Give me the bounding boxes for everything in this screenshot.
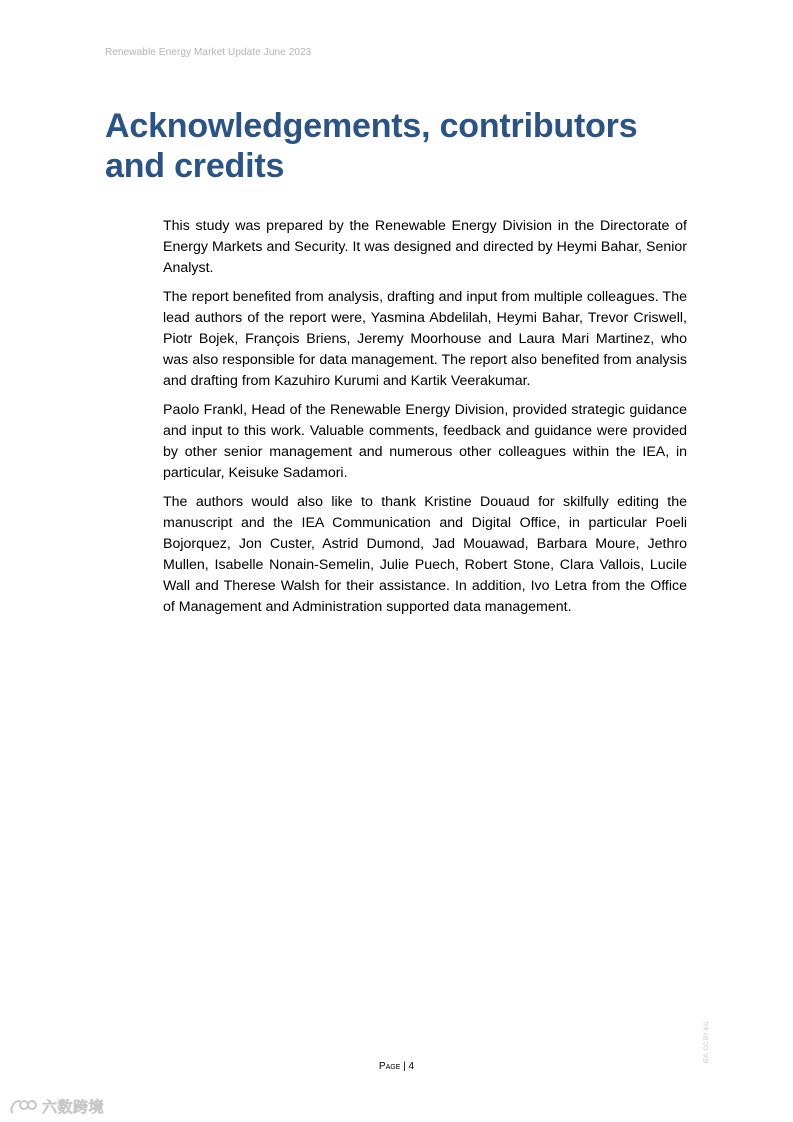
page-title xyxy=(105,106,725,186)
page-label: Page xyxy=(378,1061,401,1072)
watermark-logo-icon xyxy=(8,1097,38,1117)
running-header: Renewable Energy Market Update June 2023 xyxy=(105,47,312,58)
page-title-line-1: Acknowledgements, contributors xyxy=(105,107,638,145)
paragraph: The authors would also like to thank Kristine Douaud for skilfully editing the manuscript and the IEA Communication and Digital Office, in particular Poeli Bojorquez, Jon Custer, Astrid Dumond, Jad Mouawad, Barbara Moure, Jethro Mullen, Isabelle Nonain-Semelin, Julie Puech, Robert Stone, Clara Vallois, Lucile Wall and Therese Walsh for their assistance. In addition, Ivo Letra from the Office of Management and Administration supported data management. xyxy=(163,494,687,615)
license-note xyxy=(700,1015,714,1069)
body-text xyxy=(163,216,687,626)
paragraph: Paolo Frankl, Head of the Renewable Energy Division, provided strategic guidance and input to this work. Valuable comments, feedback and guidance were provided by other senior management and numerous other colleagues within the IEA, in particular, Keisuke Sadamori. xyxy=(163,402,687,481)
page-footer xyxy=(0,1061,793,1072)
paragraph: The report benefited from analysis, drafting and input from multiple colleagues. The lead authors of the report were, Yasmina Abdelilah, Heymi Bahar, Trevor Criswell, Piotr Bojek, François Briens, Jeremy Moorhouse and Laura Mari Martinez, who was also responsible for data management. The report also benefited from analysis and drafting from Kazuhiro Kurumi and Kartik Veerakumar. xyxy=(163,289,687,389)
paragraph: This study was prepared by the Renewable Energy Division in the Directorate of Energy Markets and Security. It was designed and directed by Heymi Bahar, Senior Analyst. xyxy=(163,218,687,276)
license-text: IEA. CC BY 4.0. xyxy=(704,1020,710,1064)
watermark xyxy=(8,1096,104,1117)
page-number: 4 xyxy=(408,1061,415,1072)
watermark-text: 六数跨境 xyxy=(42,1099,105,1116)
page-separator: | xyxy=(403,1061,406,1072)
page-title-line-2: and credits xyxy=(105,147,285,185)
